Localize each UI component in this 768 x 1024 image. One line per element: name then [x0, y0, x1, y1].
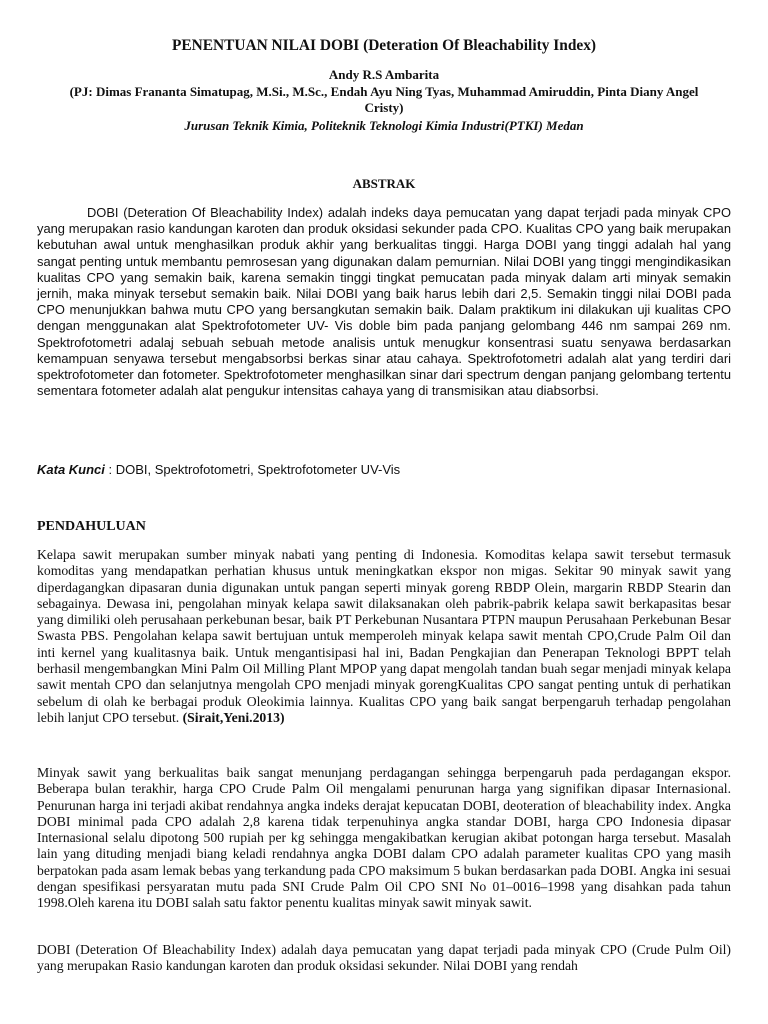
- author-name: Andy R.S Ambarita: [328, 67, 440, 82]
- section-heading: PENDAHULUAN: [37, 519, 146, 534]
- supervisors: (PJ: Dimas Frananta Simatupag, M.Si., M.Sc., Endah Ayu Ning Tyas, Muhammad Amiruddin, Pinta Diany Angel Cristy): [69, 84, 699, 115]
- abstract-heading: ABSTRAK: [352, 176, 416, 191]
- keywords-label: Kata Kunci: [37, 462, 105, 477]
- keywords-text: DOBI, Spektrofotometri, Spektrofotometer UV-Vis: [115, 462, 401, 477]
- keywords-line: [37, 462, 731, 477]
- keywords-separator: :: [104, 462, 116, 477]
- paper-title: PENENTUAN NILAI DOBI (Deteration Of Bleachability Index): [171, 37, 597, 54]
- intro-paragraph-3: DOBI (Deteration Of Bleachability Index) adalah daya pemucatan yang dapat terjadi pada minyak CPO (Crude Pulm Oil) yang merupakan Rasio kandungan karoten dan produk oksidasi sekunder. Nilai DOBI yang rendah: [37, 942, 731, 974]
- intro-paragraph-2: Minyak sawit yang berkualitas baik sangat menunjang perdagangan sehingga berpengaruh pada perdagangan ekspor. Beberapa bulan terakhir, harga CPO Crude Palm Oil mengalami penurunan harga yang signifikan dipasar Internasional. Penurunan harga ini terjadi akibat rendahnya angka indeks derajat kepucatan DOBI, deoteration of bleachability index. Angka DOBI minimal pada CPO adalah 2,8 karena tidak terpenuhinya angka standar DOBI, harga CPO Indonesia dipasar Internasional selalu dipotong 500 rupiah per kg sehingga mengakibatkan kerugian akibat potongan harga tersebut. Masalah lain yang dituding menjadi biang keladi rendahnya angka DOBI dalam CPO adalah parameter kualitas CPO yang masih berpatokan pada asam lemak bebas yang terkandung pada CPO maksimum 5 bukan berdasarkan pada DOBI. Angka ini sesuai dengan spesifikasi persyaratan mutu pada SNI Crude Palm Oil CPO SNI No 01–0016–1998 yang disahkan pada tahun 1998.Oleh karena itu DOBI salah satu faktor penentu kualitas minyak sawit minyak sawit.: [37, 765, 731, 911]
- abstract-text: DOBI (Deteration Of Bleachability Index) adalah indeks daya pemucatan yang dapat terjadi pada minyak CPO yang merupakan rasio kandungan karoten dan produk oksidasi sekunder pada CPO. Kualitas CPO yang baik merupakan kebutuhan awal untuk menghasilkan produk akhir yang berkualitas tinggi. Harga DOBI yang tinggi adalah hal yang sangat penting untuk membantu pemrosesan yang digunakan dalam pemurnian. Nilai DOBI yang tinggi mengindikasikan kualitas CPO yang semakin baik, karena semakin tinggi tingkat pemucatan pada minyak dalam arti minyak semakin jernih, maka minyak tersebut semakin baik. Nilai DOBI yang baik harus lebih dari 2,5. Semakin tinggi nilai DOBI pada CPO menunjukkan bahwa mutu CPO yang bersangkutan semakin baik. Dalam praktikum ini dilakukan uji kualitas CPO dengan menggunakan alat Spektrofotometer UV- Vis doble bim pada panjang gelombang 446 nm sampai 269 nm. Spektrofotometri adalaj sebuah sebuah metode analisis untuk menugkur konsentrasi suatu senyawa berdasarkan kemampuan senyawa tersebut mengabsorbsi berkas sinar atau cahaya. Spektrofotometri adalah alat yang terdiri dari spektrofotometer dan fotometer. Spektrofotometer menghasilkan sinar dari spectrum dengan panjang gelombang tertentu sementara fotometer adalah alat pengukur intensitas cahaya yang di transmisikan atau diabsorbsi.: [37, 205, 731, 399]
- intro-paragraph-1: [37, 547, 731, 726]
- citation: (Sirait,Yeni.2013): [182, 709, 285, 725]
- intro-paragraph-1-text: Kelapa sawit merupakan sumber minyak nabati yang penting di Indonesia. Komoditas kelapa sawit tersebut termasuk komoditas yang mendapatkan perhatian khusus untuk meningkatkan ekspor non migas. Sekitar 90 minyak sawit yang diperdagangkan dipasaran dunia digunakan untuk pangan seperti minyak goreng RBDP Olein, margarin RBDP Stearin dan sebagainya. Dewasa ini, pengolahan minyak kelapa sawit dilaksanakan oleh pabrik-pabrik kelapa sawit berkapasitas besar yang dimiliki oleh perusahaan perkebunan besar, baik PT Perkebunan Nusantara PTPN maupun Perusahaan Perkebunan Besar Swasta PBS. Pengolahan kelapa sawit bertujuan untuk memperoleh minyak kelapa sawit mentah CPO,Crude Palm Oil dan inti kernel yang kualitasnya baik. Untuk mengantisipasi hal ini, Badan Pengkajian dan Penerapan Teknologi BPPT telah berhasil mengembangkan Mini Palm Oil Milling Plant MPOP yang dapat mengolah tandan buah segar menjadi minyak kelapa sawit mentah CPO dan selanjutnya mengolah CPO menjadi minyak gorengKualitas CPO sangat penting untuk di perhatikan sebelum di olah ke berbagai produk Oleokimia lainnya. Kualitas CPO yang baik sangat berpengaruh terhadap pengolahan lebih lanjut CPO tersebut.: [37, 547, 731, 725]
- institution: Jurusan Teknik Kimia, Politeknik Teknologi Kimia Industri(PTKI) Medan: [184, 118, 584, 133]
